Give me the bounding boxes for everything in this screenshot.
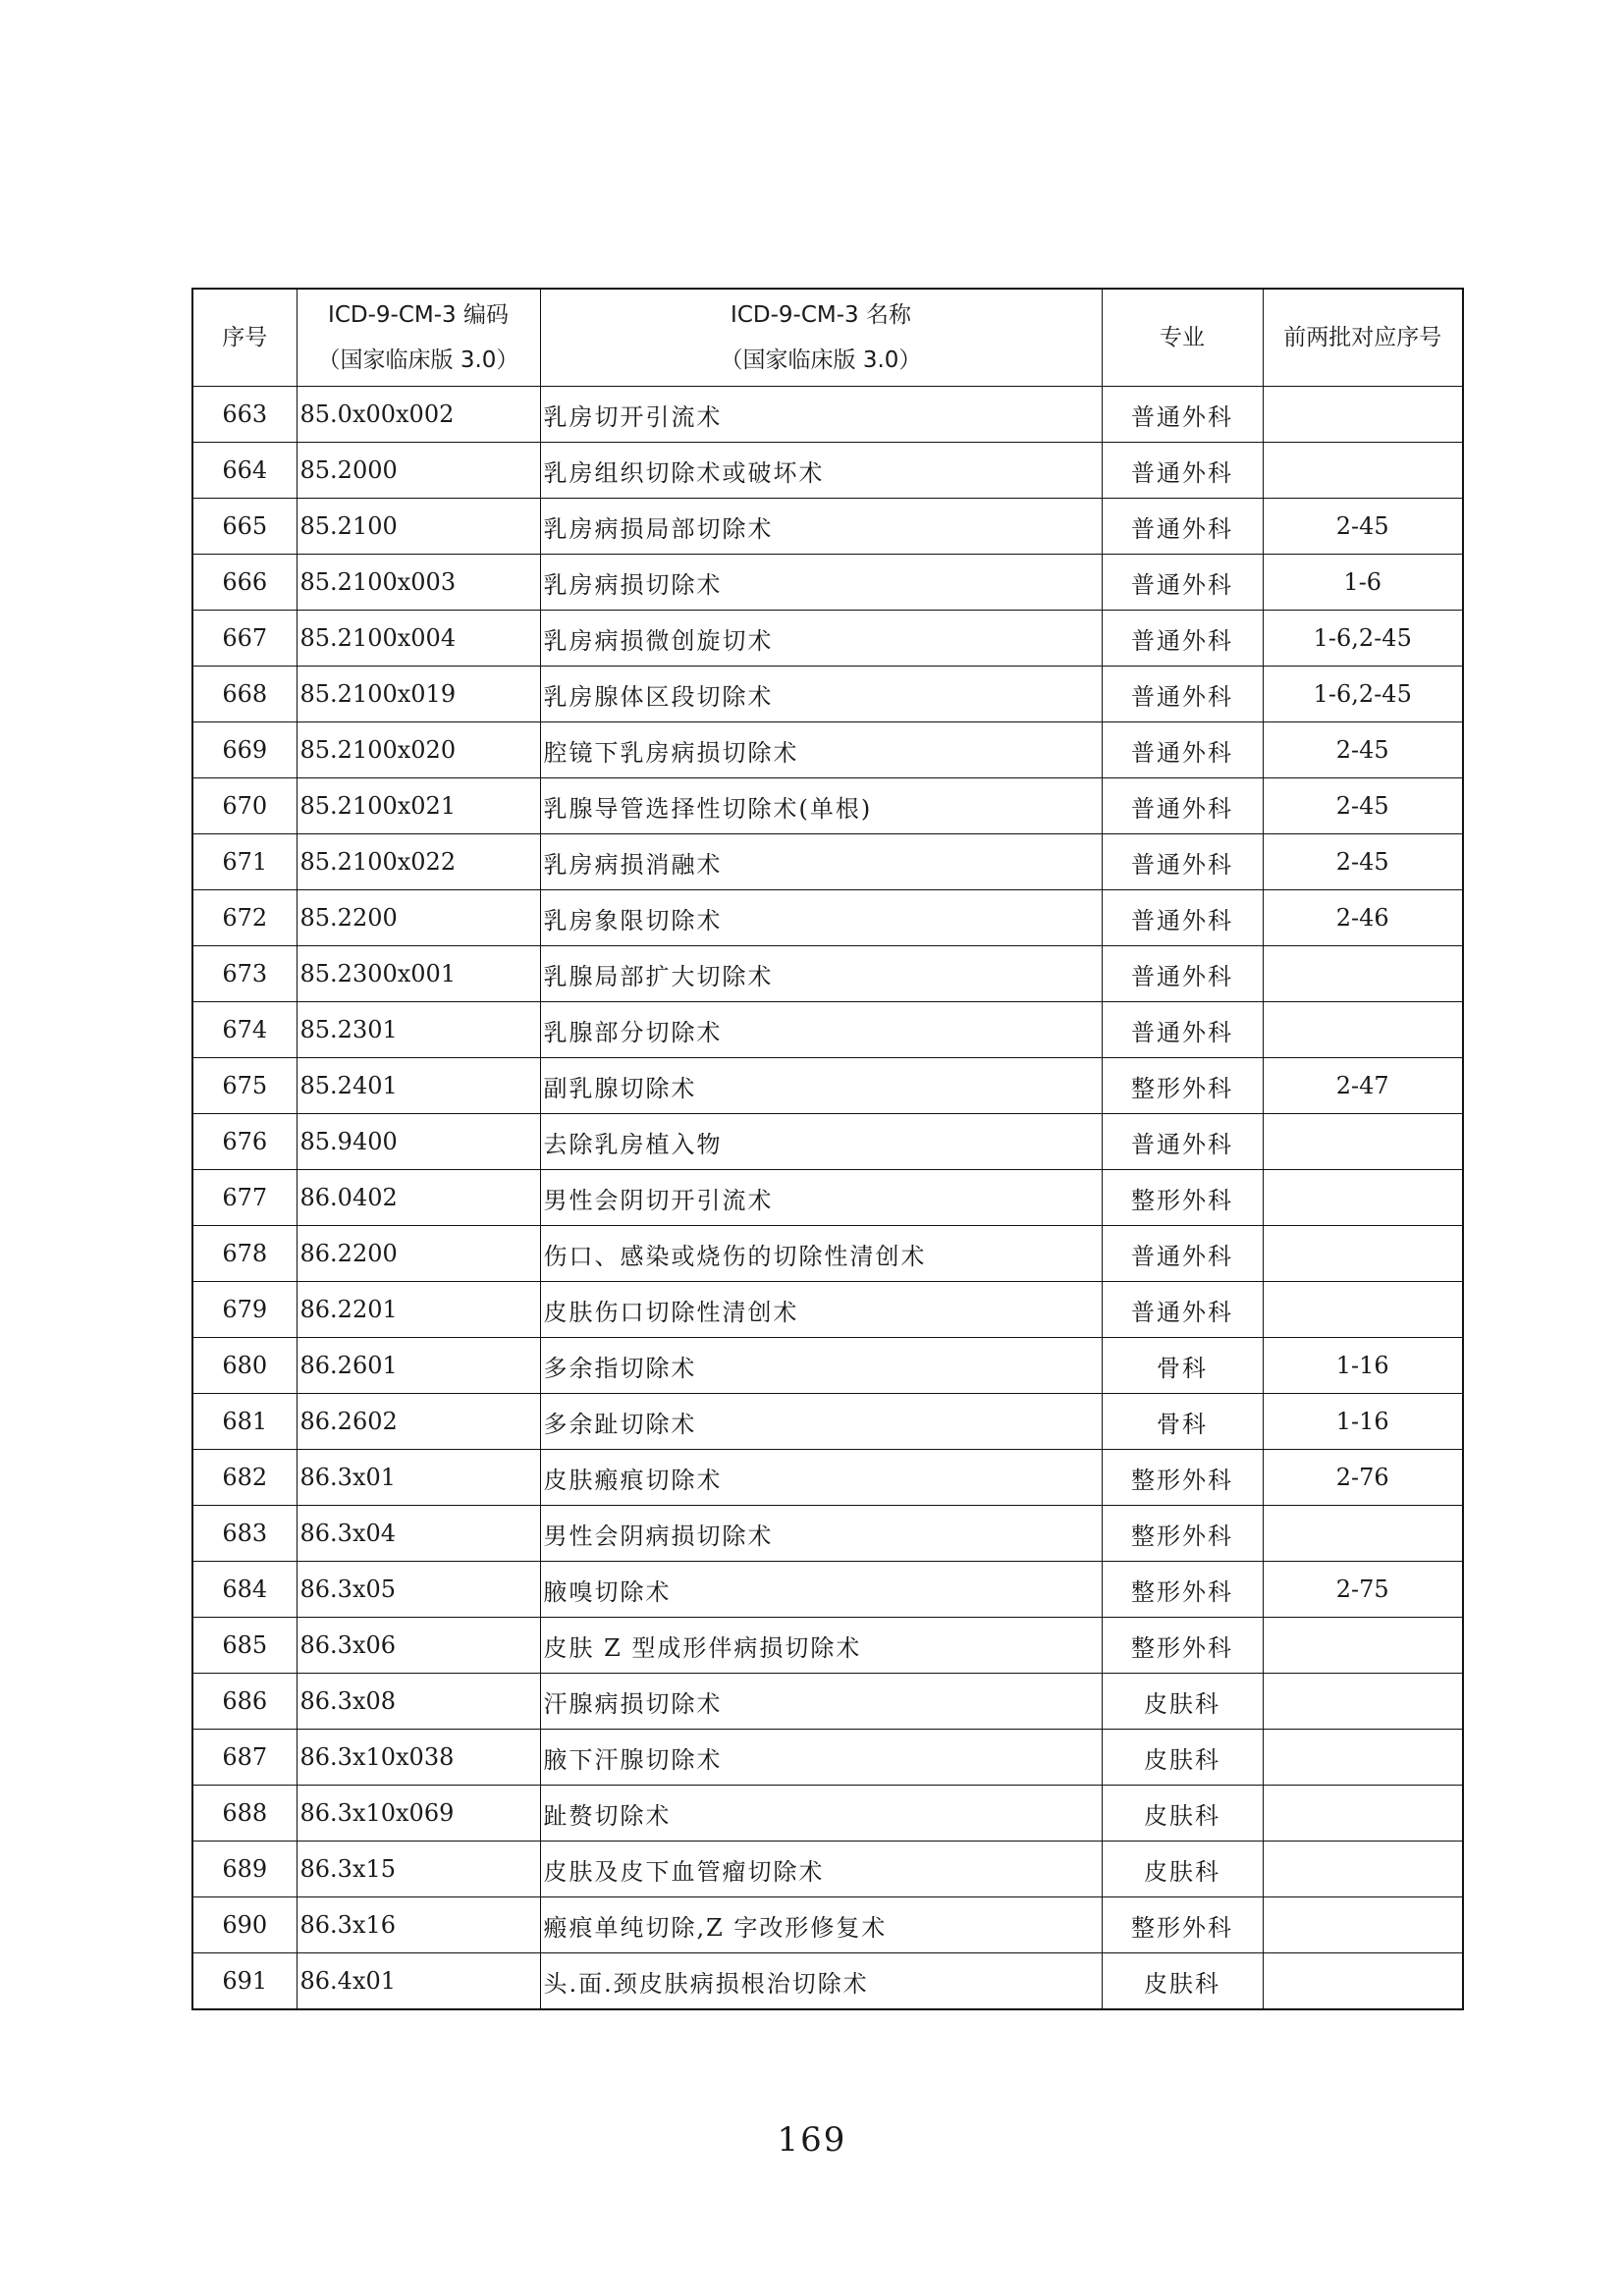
- cell-name: 腋下汗腺切除术: [540, 1730, 1102, 1786]
- cell-prev: 2-46: [1263, 890, 1463, 946]
- cell-code: 85.2100x020: [297, 722, 540, 778]
- table-row: [192, 778, 1463, 834]
- cell-code: 86.0402: [297, 1170, 540, 1226]
- cell-code: 86.3x15: [297, 1842, 540, 1897]
- table-row: [192, 722, 1463, 778]
- cell-prev: [1263, 946, 1463, 1002]
- cell-specialty: 整形外科: [1102, 1450, 1263, 1506]
- cell-prev: [1263, 1897, 1463, 1953]
- cell-prev: [1263, 1002, 1463, 1058]
- cell-code: 85.2100x004: [297, 611, 540, 667]
- table-row: [192, 555, 1463, 611]
- cell-specialty: 普通外科: [1102, 667, 1263, 722]
- header-code: [297, 289, 540, 387]
- cell-code: 85.2300x001: [297, 946, 540, 1002]
- cell-prev: [1263, 1506, 1463, 1562]
- cell-prev: [1263, 1953, 1463, 2010]
- cell-specialty: 普通外科: [1102, 778, 1263, 834]
- table-row: [192, 611, 1463, 667]
- cell-code: 86.2201: [297, 1282, 540, 1338]
- cell-prev: [1263, 1842, 1463, 1897]
- cell-specialty: 骨科: [1102, 1394, 1263, 1450]
- cell-name: 乳房病损消融术: [540, 834, 1102, 890]
- cell-specialty: 普通外科: [1102, 443, 1263, 499]
- cell-code: 86.3x10x069: [297, 1786, 540, 1842]
- cell-seq: 667: [192, 611, 297, 667]
- cell-code: 86.3x05: [297, 1562, 540, 1618]
- cell-name: 乳房象限切除术: [540, 890, 1102, 946]
- cell-name: 副乳腺切除术: [540, 1058, 1102, 1114]
- cell-specialty: 整形外科: [1102, 1562, 1263, 1618]
- cell-seq: 683: [192, 1506, 297, 1562]
- cell-name: 男性会阴切开引流术: [540, 1170, 1102, 1226]
- cell-prev: 1-6: [1263, 555, 1463, 611]
- table-row: [192, 1842, 1463, 1897]
- header-code-line1: ICD-9-CM-3 编码: [328, 302, 509, 328]
- cell-prev: 2-76: [1263, 1450, 1463, 1506]
- table-row: [192, 890, 1463, 946]
- cell-name: 多余趾切除术: [540, 1394, 1102, 1450]
- header-name-line2: （国家临床版 3.0）: [720, 347, 922, 373]
- cell-seq: 677: [192, 1170, 297, 1226]
- table-row: [192, 1114, 1463, 1170]
- cell-seq: 676: [192, 1114, 297, 1170]
- cell-prev: 1-16: [1263, 1338, 1463, 1394]
- cell-code: 86.3x16: [297, 1897, 540, 1953]
- cell-specialty: 普通外科: [1102, 946, 1263, 1002]
- cell-prev: [1263, 1226, 1463, 1282]
- cell-code: 85.2100x019: [297, 667, 540, 722]
- cell-specialty: 整形外科: [1102, 1897, 1263, 1953]
- table-row: [192, 1170, 1463, 1226]
- table-body: [192, 387, 1463, 2010]
- header-name-line1: ICD-9-CM-3 名称: [731, 302, 911, 328]
- cell-prev: 2-47: [1263, 1058, 1463, 1114]
- header-code-line2: （国家临床版 3.0）: [317, 347, 519, 373]
- table-row: [192, 1953, 1463, 2010]
- table-row: [192, 1786, 1463, 1842]
- procedure-table: [191, 288, 1464, 2010]
- cell-name: 多余指切除术: [540, 1338, 1102, 1394]
- cell-code: 85.2100x003: [297, 555, 540, 611]
- cell-prev: 2-45: [1263, 778, 1463, 834]
- cell-name: 汗腺病损切除术: [540, 1674, 1102, 1730]
- cell-seq: 672: [192, 890, 297, 946]
- cell-name: 乳腺部分切除术: [540, 1002, 1102, 1058]
- cell-prev: 2-45: [1263, 722, 1463, 778]
- cell-name: 乳腺局部扩大切除术: [540, 946, 1102, 1002]
- cell-name: 腋嗅切除术: [540, 1562, 1102, 1618]
- cell-seq: 684: [192, 1562, 297, 1618]
- table-row: [192, 667, 1463, 722]
- cell-seq: 687: [192, 1730, 297, 1786]
- cell-seq: 674: [192, 1002, 297, 1058]
- table-row: [192, 834, 1463, 890]
- cell-code: 85.2200: [297, 890, 540, 946]
- cell-name: 乳房组织切除术或破坏术: [540, 443, 1102, 499]
- cell-code: 85.2401: [297, 1058, 540, 1114]
- cell-name: 瘢痕单纯切除,Z 字改形修复术: [540, 1897, 1102, 1953]
- header-name: [540, 289, 1102, 387]
- cell-seq: 669: [192, 722, 297, 778]
- cell-name: 伤口、感染或烧伤的切除性清创术: [540, 1226, 1102, 1282]
- cell-name: 男性会阴病损切除术: [540, 1506, 1102, 1562]
- cell-code: 85.2000: [297, 443, 540, 499]
- cell-seq: 686: [192, 1674, 297, 1730]
- cell-seq: 681: [192, 1394, 297, 1450]
- table-row: [192, 1506, 1463, 1562]
- cell-name: 皮肤瘢痕切除术: [540, 1450, 1102, 1506]
- cell-code: 85.2100: [297, 499, 540, 555]
- page-number: 169: [777, 2120, 847, 2160]
- cell-seq: 671: [192, 834, 297, 890]
- cell-specialty: 整形外科: [1102, 1058, 1263, 1114]
- cell-code: 86.4x01: [297, 1953, 540, 2010]
- table-row: [192, 499, 1463, 555]
- cell-code: 86.3x06: [297, 1618, 540, 1674]
- cell-code: 86.2601: [297, 1338, 540, 1394]
- cell-seq: 685: [192, 1618, 297, 1674]
- cell-seq: 691: [192, 1953, 297, 2010]
- cell-specialty: 普通外科: [1102, 387, 1263, 443]
- table-row: [192, 1562, 1463, 1618]
- cell-specialty: 普通外科: [1102, 722, 1263, 778]
- cell-specialty: 普通外科: [1102, 890, 1263, 946]
- cell-specialty: 普通外科: [1102, 499, 1263, 555]
- cell-seq: 666: [192, 555, 297, 611]
- cell-seq: 678: [192, 1226, 297, 1282]
- cell-code: 86.3x04: [297, 1506, 540, 1562]
- cell-prev: [1263, 1170, 1463, 1226]
- table-row: [192, 1730, 1463, 1786]
- procedure-table-container: [191, 288, 1462, 2010]
- cell-prev: 2-75: [1263, 1562, 1463, 1618]
- cell-specialty: 皮肤科: [1102, 1786, 1263, 1842]
- cell-specialty: 普通外科: [1102, 1002, 1263, 1058]
- cell-seq: 688: [192, 1786, 297, 1842]
- cell-seq: 690: [192, 1897, 297, 1953]
- table-row: [192, 1282, 1463, 1338]
- cell-seq: 668: [192, 667, 297, 722]
- cell-name: 皮肤 Z 型成形伴病损切除术: [540, 1618, 1102, 1674]
- cell-name: 乳腺导管选择性切除术(单根): [540, 778, 1102, 834]
- cell-prev: 1-6,2-45: [1263, 611, 1463, 667]
- table-row: [192, 1338, 1463, 1394]
- cell-code: 86.3x08: [297, 1674, 540, 1730]
- header-seq: 序号: [192, 289, 297, 387]
- cell-name: 乳房病损切除术: [540, 555, 1102, 611]
- cell-specialty: 皮肤科: [1102, 1730, 1263, 1786]
- cell-name: 趾赘切除术: [540, 1786, 1102, 1842]
- cell-specialty: 整形外科: [1102, 1506, 1263, 1562]
- header-row: [192, 289, 1463, 387]
- cell-prev: [1263, 1786, 1463, 1842]
- table-row: [192, 1897, 1463, 1953]
- cell-code: 85.2100x022: [297, 834, 540, 890]
- cell-prev: [1263, 443, 1463, 499]
- table-header: [192, 289, 1463, 387]
- cell-prev: 1-6,2-45: [1263, 667, 1463, 722]
- cell-name: 去除乳房植入物: [540, 1114, 1102, 1170]
- table-row: [192, 1002, 1463, 1058]
- cell-code: 86.3x10x038: [297, 1730, 540, 1786]
- table-row: [192, 1618, 1463, 1674]
- table-row: [192, 1450, 1463, 1506]
- cell-prev: 2-45: [1263, 499, 1463, 555]
- cell-name: 乳房病损局部切除术: [540, 499, 1102, 555]
- cell-prev: [1263, 1618, 1463, 1674]
- cell-specialty: 骨科: [1102, 1338, 1263, 1394]
- cell-seq: 689: [192, 1842, 297, 1897]
- cell-name: 乳房切开引流术: [540, 387, 1102, 443]
- table-row: [192, 1058, 1463, 1114]
- cell-specialty: 整形外科: [1102, 1618, 1263, 1674]
- cell-specialty: 皮肤科: [1102, 1674, 1263, 1730]
- cell-prev: [1263, 387, 1463, 443]
- table-row: [192, 1394, 1463, 1450]
- cell-prev: [1263, 1282, 1463, 1338]
- table-row: [192, 387, 1463, 443]
- cell-specialty: 普通外科: [1102, 1282, 1263, 1338]
- cell-seq: 663: [192, 387, 297, 443]
- cell-specialty: 皮肤科: [1102, 1842, 1263, 1897]
- cell-code: 85.0x00x002: [297, 387, 540, 443]
- cell-code: 85.2301: [297, 1002, 540, 1058]
- cell-seq: 680: [192, 1338, 297, 1394]
- cell-name: 头.面.颈皮肤病损根治切除术: [540, 1953, 1102, 2010]
- cell-seq: 670: [192, 778, 297, 834]
- table-row: [192, 443, 1463, 499]
- cell-prev: 2-45: [1263, 834, 1463, 890]
- cell-seq: 682: [192, 1450, 297, 1506]
- table-row: [192, 1226, 1463, 1282]
- cell-code: 86.2602: [297, 1394, 540, 1450]
- cell-specialty: 普通外科: [1102, 834, 1263, 890]
- cell-seq: 665: [192, 499, 297, 555]
- cell-seq: 675: [192, 1058, 297, 1114]
- cell-seq: 664: [192, 443, 297, 499]
- cell-name: 皮肤及皮下血管瘤切除术: [540, 1842, 1102, 1897]
- cell-prev: 1-16: [1263, 1394, 1463, 1450]
- cell-prev: [1263, 1730, 1463, 1786]
- cell-specialty: 普通外科: [1102, 555, 1263, 611]
- cell-code: 85.2100x021: [297, 778, 540, 834]
- cell-seq: 679: [192, 1282, 297, 1338]
- cell-name: 腔镜下乳房病损切除术: [540, 722, 1102, 778]
- cell-code: 85.9400: [297, 1114, 540, 1170]
- cell-specialty: 整形外科: [1102, 1170, 1263, 1226]
- cell-specialty: 普通外科: [1102, 611, 1263, 667]
- cell-name: 乳房腺体区段切除术: [540, 667, 1102, 722]
- cell-specialty: 皮肤科: [1102, 1953, 1263, 2010]
- cell-seq: 673: [192, 946, 297, 1002]
- header-specialty: 专业: [1102, 289, 1263, 387]
- cell-prev: [1263, 1674, 1463, 1730]
- cell-name: 皮肤伤口切除性清创术: [540, 1282, 1102, 1338]
- cell-specialty: 普通外科: [1102, 1226, 1263, 1282]
- table-row: [192, 946, 1463, 1002]
- cell-name: 乳房病损微创旋切术: [540, 611, 1102, 667]
- cell-prev: [1263, 1114, 1463, 1170]
- cell-specialty: 普通外科: [1102, 1114, 1263, 1170]
- header-prev: 前两批对应序号: [1263, 289, 1463, 387]
- table-row: [192, 1674, 1463, 1730]
- cell-code: 86.2200: [297, 1226, 540, 1282]
- cell-code: 86.3x01: [297, 1450, 540, 1506]
